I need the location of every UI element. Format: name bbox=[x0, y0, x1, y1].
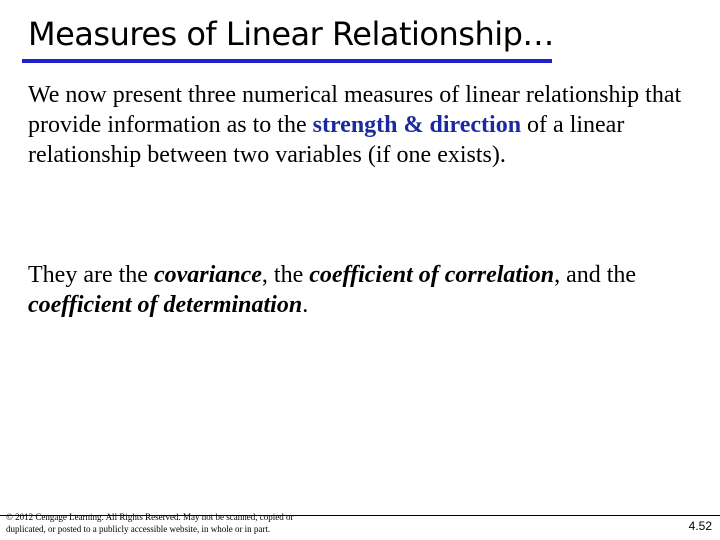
measures-text-4: . bbox=[302, 292, 309, 318]
term-correlation: coefficient of correlation bbox=[309, 262, 555, 288]
measures-text-2: , the bbox=[261, 262, 310, 288]
page-number: 4.52 bbox=[688, 519, 712, 533]
footer-copyright: © 2012 Cengage Learning. All Rights Reserved. May not be scanned, copied or duplicated, or posted to a publicly accessible website, in whole or in part. bbox=[6, 512, 294, 534]
intro-text-3: of a linear relationship between two variables (if one exists). bbox=[28, 112, 625, 168]
slide-title: Measures of Linear Relationship… bbox=[28, 15, 554, 53]
intro-text-1: We now present three numerical measures of linear relationship that provide information as to the bbox=[28, 82, 682, 138]
measures-text-1: They are the bbox=[28, 262, 154, 288]
paragraph-intro bbox=[28, 80, 693, 170]
term-direction: direction bbox=[429, 112, 522, 138]
term-covariance: covariance bbox=[153, 262, 262, 288]
term-determination: coefficient of determination bbox=[28, 292, 303, 318]
title-underline bbox=[22, 59, 552, 63]
measures-text-3: , and the bbox=[554, 262, 637, 288]
term-strength: strength & bbox=[312, 112, 424, 138]
paragraph-measures bbox=[28, 260, 693, 320]
